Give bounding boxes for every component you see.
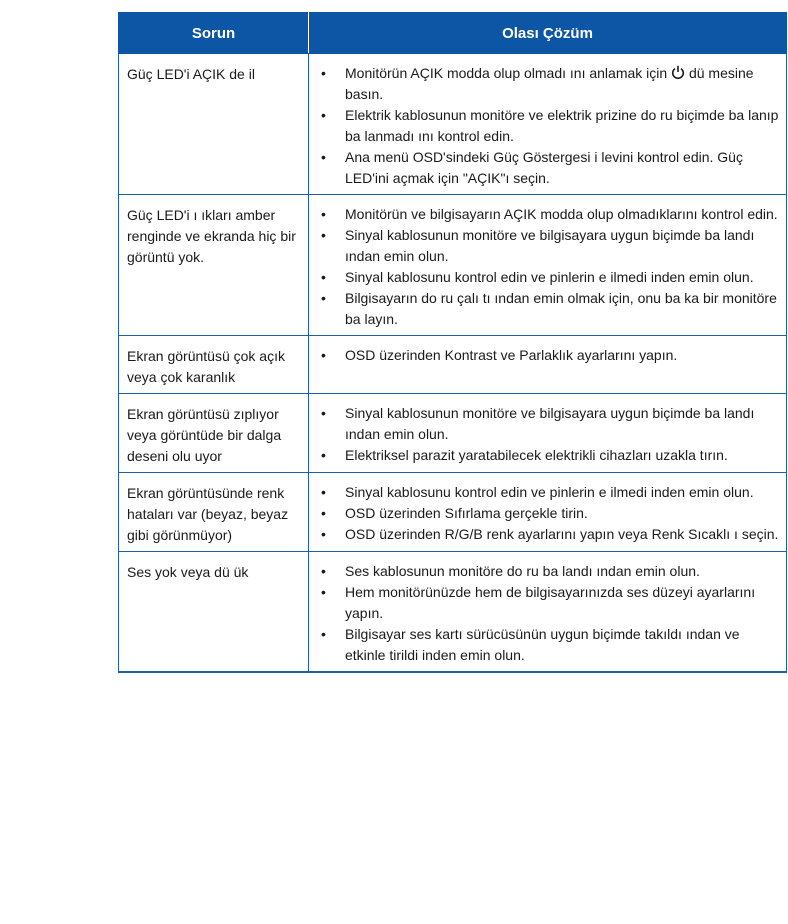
- solution-item: [317, 345, 780, 366]
- solution-text: Elektriksel parazit yaratabilecek elektrikli cihazları uzakla tırın.: [345, 447, 728, 463]
- solution-text: dü mesine basın.: [345, 65, 754, 102]
- solution-cell: [309, 54, 787, 195]
- bullet: •: [321, 65, 326, 81]
- solution-text: OSD üzerinden R/G/B renk ayarlarını yapın veya Renk Sıcaklı ı seçin.: [345, 526, 779, 542]
- solution-list: [317, 345, 780, 366]
- solution-item: [317, 582, 780, 624]
- solution-cell: [309, 394, 787, 473]
- solution-item: [317, 561, 780, 582]
- bullet: •: [321, 447, 326, 463]
- solution-text: Elektrik kablosunun monitöre ve elektrik prizine do ru biçimde ba lanıp ba lanmadı ını kontrol edin.: [345, 107, 779, 144]
- problem-cell: Ekran görüntüsü zıplıyor veya görüntüde bir dalga deseni olu uyor: [119, 394, 309, 473]
- solution-text: OSD üzerinden Kontrast ve Parlaklık ayarlarını yapın.: [345, 347, 678, 363]
- solution-list: [317, 403, 780, 466]
- solution-text: Monitörün AÇIK modda olup olmadı ını anlamak için: [345, 65, 668, 81]
- solution-list: [317, 561, 780, 666]
- bullet: •: [321, 290, 326, 306]
- solution-item: [317, 503, 780, 524]
- solution-text: Bilgisayarın do ru çalı tı ından emin olmak için, onu ba ka bir monitöre ba layın.: [345, 290, 777, 327]
- problem-cell: Güç LED'i AÇIK de il: [119, 54, 309, 195]
- table-row: [119, 195, 787, 336]
- table-header-row: [119, 13, 787, 54]
- bullet: •: [321, 526, 326, 542]
- bullet: •: [321, 626, 326, 642]
- solution-cell: [309, 195, 787, 336]
- bullet: •: [321, 405, 326, 421]
- table-row: [119, 473, 787, 552]
- solution-item: [317, 267, 780, 288]
- table-row: [119, 54, 787, 195]
- bullet: •: [321, 484, 326, 500]
- bullet: •: [321, 206, 326, 222]
- solution-item: [317, 624, 780, 666]
- problem-cell: Güç LED'i ı ıkları amber renginde ve ekranda hiç bir görüntü yok.: [119, 195, 309, 336]
- troubleshooting-table: [118, 12, 787, 673]
- bullet: •: [321, 347, 326, 363]
- solution-item: [317, 147, 780, 189]
- solution-list: [317, 482, 780, 545]
- problem-cell: Ekran görüntüsü çok açık veya çok karanlık: [119, 336, 309, 394]
- solution-text: Monitörün ve bilgisayarın AÇIK modda olup olmadıklarını kontrol edin.: [345, 206, 778, 222]
- table-row: [119, 394, 787, 473]
- solution-cell: [309, 473, 787, 552]
- solution-text: Sinyal kablosunun monitöre ve bilgisayara uygun biçimde ba landı ından emin olun.: [345, 227, 755, 264]
- bullet: •: [321, 505, 326, 521]
- bullet: •: [321, 269, 326, 285]
- bullet: •: [321, 227, 326, 243]
- solution-item: [317, 204, 780, 225]
- solution-text: Hem monitörünüzde hem de bilgisayarınızda ses düzeyi ayarlarını yapın.: [345, 584, 756, 621]
- solution-item: [317, 445, 780, 466]
- table-body: [119, 54, 787, 673]
- header-problem: Sorun: [119, 13, 309, 54]
- solution-text: Ana menü OSD'sindeki Güç Göstergesi i levini kontrol edin. Güç LED'ini açmak için "AÇIK"ı seçin.: [345, 149, 743, 186]
- bullet: •: [321, 563, 326, 579]
- bullet: •: [321, 107, 326, 123]
- bullet: •: [321, 149, 326, 165]
- solution-item: [317, 288, 780, 330]
- solution-item: [317, 403, 780, 445]
- bullet: •: [321, 584, 326, 600]
- solution-text: OSD üzerinden Sıfırlama gerçekle tirin.: [345, 505, 588, 521]
- table-row: [119, 336, 787, 394]
- solution-text: Sinyal kablosunu kontrol edin ve pinlerin e ilmedi inden emin olun.: [345, 484, 754, 500]
- solution-cell: [309, 336, 787, 394]
- solution-text: Bilgisayar ses kartı sürücüsünün uygun biçimde takıldı ından ve etkinle tirildi inden emin olun.: [345, 626, 740, 663]
- power-icon: [671, 65, 685, 81]
- solution-item: [317, 225, 780, 267]
- header-solution: Olası Çözüm: [309, 13, 787, 54]
- problem-cell: Ses yok veya dü ük: [119, 552, 309, 673]
- table-row: [119, 552, 787, 673]
- solution-text: Ses kablosunun monitöre do ru ba landı ından emin olun.: [345, 563, 700, 579]
- problem-cell: Ekran görüntüsünde renk hataları var (beyaz, beyaz gibi görünmüyor): [119, 473, 309, 552]
- solution-text: Sinyal kablosunu kontrol edin ve pinlerin e ilmedi inden emin olun.: [345, 269, 754, 285]
- solution-list: [317, 63, 780, 189]
- solution-item: [317, 524, 780, 545]
- solution-item: [317, 482, 780, 503]
- solution-cell: [309, 552, 787, 673]
- solution-list: [317, 204, 780, 330]
- solution-text: Sinyal kablosunun monitöre ve bilgisayara uygun biçimde ba landı ından emin olun.: [345, 405, 755, 442]
- solution-item: [317, 63, 780, 105]
- solution-item: [317, 105, 780, 147]
